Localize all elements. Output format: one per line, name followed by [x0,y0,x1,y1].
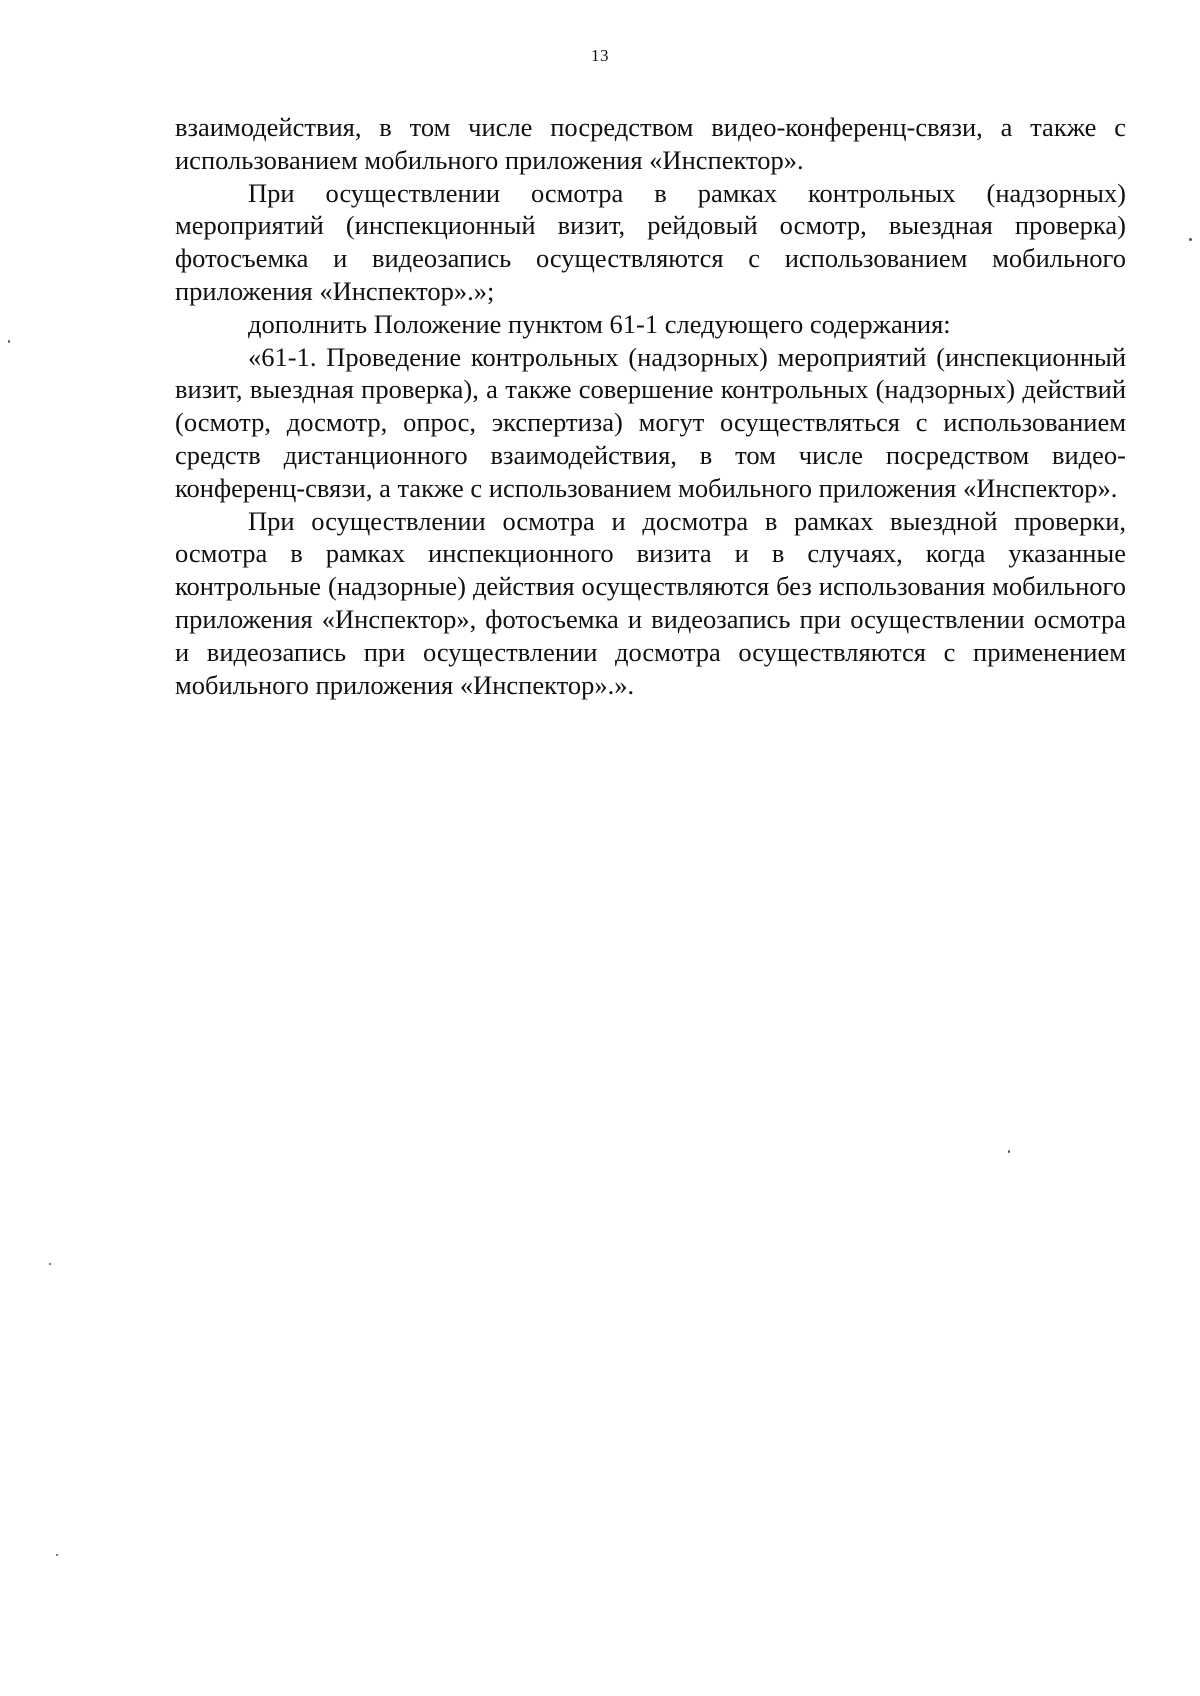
scan-speck [1008,1150,1010,1153]
paragraph-inspection-photo: При осуществлении осмотра в рамках контрольных (надзорных) мероприятий (инспекционный визит, рейдовый осмотр, выездная проверка) фотосъемка и видеозапись осуществляются с использованием мобильного приложения «Инспектор».»; [175,177,1126,306]
document-body [175,111,1126,701]
page-number: 13 [591,46,609,65]
paragraph-continuation: взаимодействия, в том числе посредством видео-конференц-связи, а также с использованием мобильного приложения «Инспектор». [175,112,1126,175]
paragraph-clause-61-1: «61-1. Проведение контрольных (надзорных) мероприятий (инспекционный визит, выездная проверка), а также совершение контрольных (надзорных) действий (осмотр, досмотр, опрос, экспертиза) могут осуществляться с использованием средств дистанционного взаимодействия, в том числе посредством видео-конференц-связи, а также с использованием мобильного приложения «Инспектор». [175,341,1126,503]
scan-speck [8,340,10,343]
paragraph-amendment-intro: дополнить Положение пунктом 61-1 следующего содержания: [248,308,951,339]
paragraph-clause-61-1-photo: При осуществлении осмотра и досмотра в рамках выездной проверки, осмотра в рамках инспекционного визита и в случаях, когда указанные контрольные (надзорные) действия осуществляются без использования мобильного приложения «Инспектор», фотосъемка и видеозапись при осуществлении осмотра и видеозапись при осуществлении досмотра осуществляются с применением мобильного приложения «Инспектор».». [175,505,1126,700]
scan-speck [56,1554,58,1556]
scan-speck [49,1263,51,1265]
scan-speck [1189,238,1192,241]
